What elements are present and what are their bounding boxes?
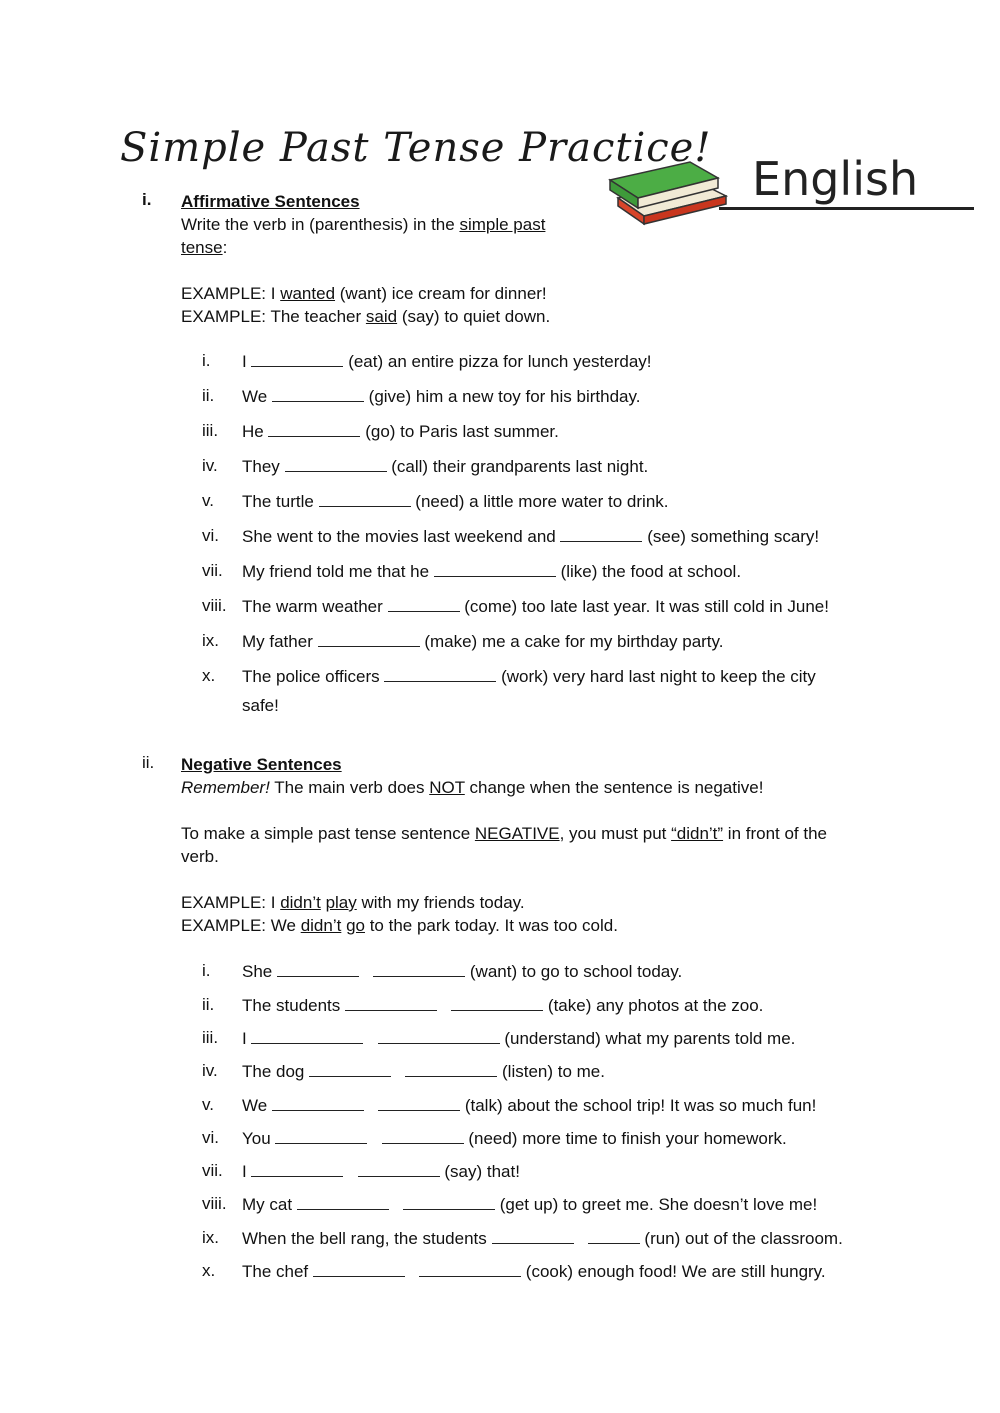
item-number: viii. [202, 596, 227, 615]
item-sentence: They (call) their grandparents last night. [242, 457, 649, 476]
item-number: vii. [202, 1161, 223, 1180]
item-sentence: The turtle (need) a little more water to drink. [242, 492, 669, 511]
item-sentence: We (give) him a new toy for his birthday. [242, 387, 641, 406]
answer-blank[interactable] [297, 1194, 389, 1210]
item-sentence: You (need) more time to finish your homework. [242, 1129, 787, 1148]
worksheet-title: Simple Past Tense Practice! [120, 125, 712, 171]
affirmative-exercise-5 [0, 491, 1000, 515]
example-line: EXAMPLE: The teacher said (say) to quiet down. [181, 307, 551, 326]
answer-blank[interactable] [384, 666, 496, 682]
affirmative-exercise-4 [0, 456, 1000, 480]
answer-blank[interactable] [319, 491, 411, 507]
item-continuation: safe! [242, 696, 279, 715]
item-number: iii. [202, 421, 219, 440]
answer-blank[interactable] [251, 1161, 343, 1177]
negative-exercise-1 [0, 961, 1000, 985]
item-sentence: The warm weather (come) too late last year. It was still cold in June! [242, 597, 829, 616]
item-sentence: My father (make) me a cake for my birthday party. [242, 632, 724, 651]
item-sentence: The chef (cook) enough food! We are still hungry. [242, 1262, 826, 1281]
item-number: ii. [202, 386, 215, 405]
negative-exercise-9 [0, 1228, 1000, 1252]
item-number: vii. [202, 561, 223, 580]
answer-blank[interactable] [309, 1061, 391, 1077]
remember-note: Remember! The main verb does NOT change when the sentence is negative! [181, 778, 764, 797]
item-sentence: When the bell rang, the students (run) out of the classroom. [242, 1229, 843, 1248]
answer-blank[interactable] [345, 995, 437, 1011]
answer-blank[interactable] [313, 1261, 405, 1277]
logo-word: English [752, 152, 919, 206]
affirmative-exercise-6 [0, 526, 1000, 550]
answer-blank[interactable] [403, 1194, 495, 1210]
item-sentence: She (want) to go to school today. [242, 962, 683, 981]
item-sentence: I (say) that! [242, 1162, 520, 1181]
item-number: ii. [202, 995, 215, 1014]
item-sentence: My cat (get up) to greet me. She doesn’t love me! [242, 1195, 818, 1214]
answer-blank[interactable] [373, 961, 465, 977]
answer-blank[interactable] [378, 1028, 500, 1044]
answer-blank[interactable] [268, 421, 360, 437]
item-sentence: He (go) to Paris last summer. [242, 422, 559, 441]
section-number: i. [142, 190, 152, 209]
example-line: EXAMPLE: I didn’t play with my friends today. [181, 893, 525, 912]
answer-blank[interactable] [405, 1061, 497, 1077]
item-number: iii. [202, 1028, 219, 1047]
answer-blank[interactable] [560, 526, 642, 542]
affirmative-exercise-1 [0, 351, 1000, 375]
item-number: x. [202, 666, 216, 685]
item-number: ix. [202, 1228, 219, 1247]
section-heading: Negative Sentences [181, 755, 342, 774]
logo-underline [719, 207, 974, 210]
answer-blank[interactable] [451, 995, 543, 1011]
negative-exercise-6 [0, 1128, 1000, 1152]
negative-exercise-2 [0, 995, 1000, 1019]
item-sentence: I (understand) what my parents told me. [242, 1029, 796, 1048]
item-number: vi. [202, 526, 219, 545]
answer-blank[interactable] [378, 1095, 460, 1111]
answer-blank[interactable] [492, 1228, 574, 1244]
example-line: EXAMPLE: I wanted (want) ice cream for dinner! [181, 284, 547, 303]
item-number: iv. [202, 1061, 218, 1080]
item-number: ix. [202, 631, 219, 650]
answer-blank[interactable] [272, 386, 364, 402]
negative-exercise-3 [0, 1028, 1000, 1052]
negative-exercise-7 [0, 1161, 1000, 1185]
answer-blank[interactable] [272, 1095, 364, 1111]
answer-blank[interactable] [588, 1228, 640, 1244]
affirmative-exercise-7 [0, 561, 1000, 585]
answer-blank[interactable] [434, 561, 556, 577]
answer-blank[interactable] [275, 1128, 367, 1144]
answer-blank[interactable] [285, 456, 387, 472]
affirmative-exercise-2 [0, 386, 1000, 410]
negative-exercise-5 [0, 1095, 1000, 1119]
answer-blank[interactable] [318, 631, 420, 647]
affirmative-exercise-3 [0, 421, 1000, 445]
answer-blank[interactable] [388, 596, 460, 612]
negative-instruction: To make a simple past tense sentence NEGATIVE, you must put “didn’t” in front of the verb. [181, 824, 828, 866]
books-icon [604, 140, 744, 235]
section-heading: Affirmative Sentences [181, 192, 360, 211]
item-sentence: My friend told me that he (like) the food at school. [242, 562, 742, 581]
item-sentence: The students (take) any photos at the zoo. [242, 996, 764, 1015]
english-logo [604, 140, 974, 235]
answer-blank[interactable] [251, 1028, 363, 1044]
affirmative-exercise-10 [0, 666, 1000, 715]
item-number: viii. [202, 1194, 227, 1213]
item-number: x. [202, 1261, 216, 1280]
affirmative-exercise-8 [0, 596, 1000, 620]
example-line: EXAMPLE: We didn’t go to the park today. It was too cold. [181, 916, 618, 935]
item-number: v. [202, 491, 214, 510]
section-instruction: Write the verb in (parenthesis) in the simple past tense: [181, 215, 546, 257]
negative-exercise-4 [0, 1061, 1000, 1085]
item-sentence: The dog (listen) to me. [242, 1062, 605, 1081]
affirmative-exercise-9 [0, 631, 1000, 655]
item-sentence: She went to the movies last weekend and (see) something scary! [242, 527, 820, 546]
item-number: i. [202, 351, 211, 370]
section-number: ii. [142, 753, 155, 772]
answer-blank[interactable] [358, 1161, 440, 1177]
item-number: vi. [202, 1128, 219, 1147]
negative-exercise-8 [0, 1194, 1000, 1218]
item-number: i. [202, 961, 211, 980]
answer-blank[interactable] [419, 1261, 521, 1277]
item-sentence: I (eat) an entire pizza for lunch yesterday! [242, 352, 652, 371]
item-number: iv. [202, 456, 218, 475]
item-sentence: The police officers (work) very hard last night to keep the city [242, 667, 816, 686]
answer-blank[interactable] [382, 1128, 464, 1144]
answer-blank[interactable] [277, 961, 359, 977]
answer-blank[interactable] [251, 351, 343, 367]
negative-exercise-10 [0, 1261, 1000, 1285]
item-sentence: We (talk) about the school trip! It was so much fun! [242, 1096, 817, 1115]
item-number: v. [202, 1095, 214, 1114]
